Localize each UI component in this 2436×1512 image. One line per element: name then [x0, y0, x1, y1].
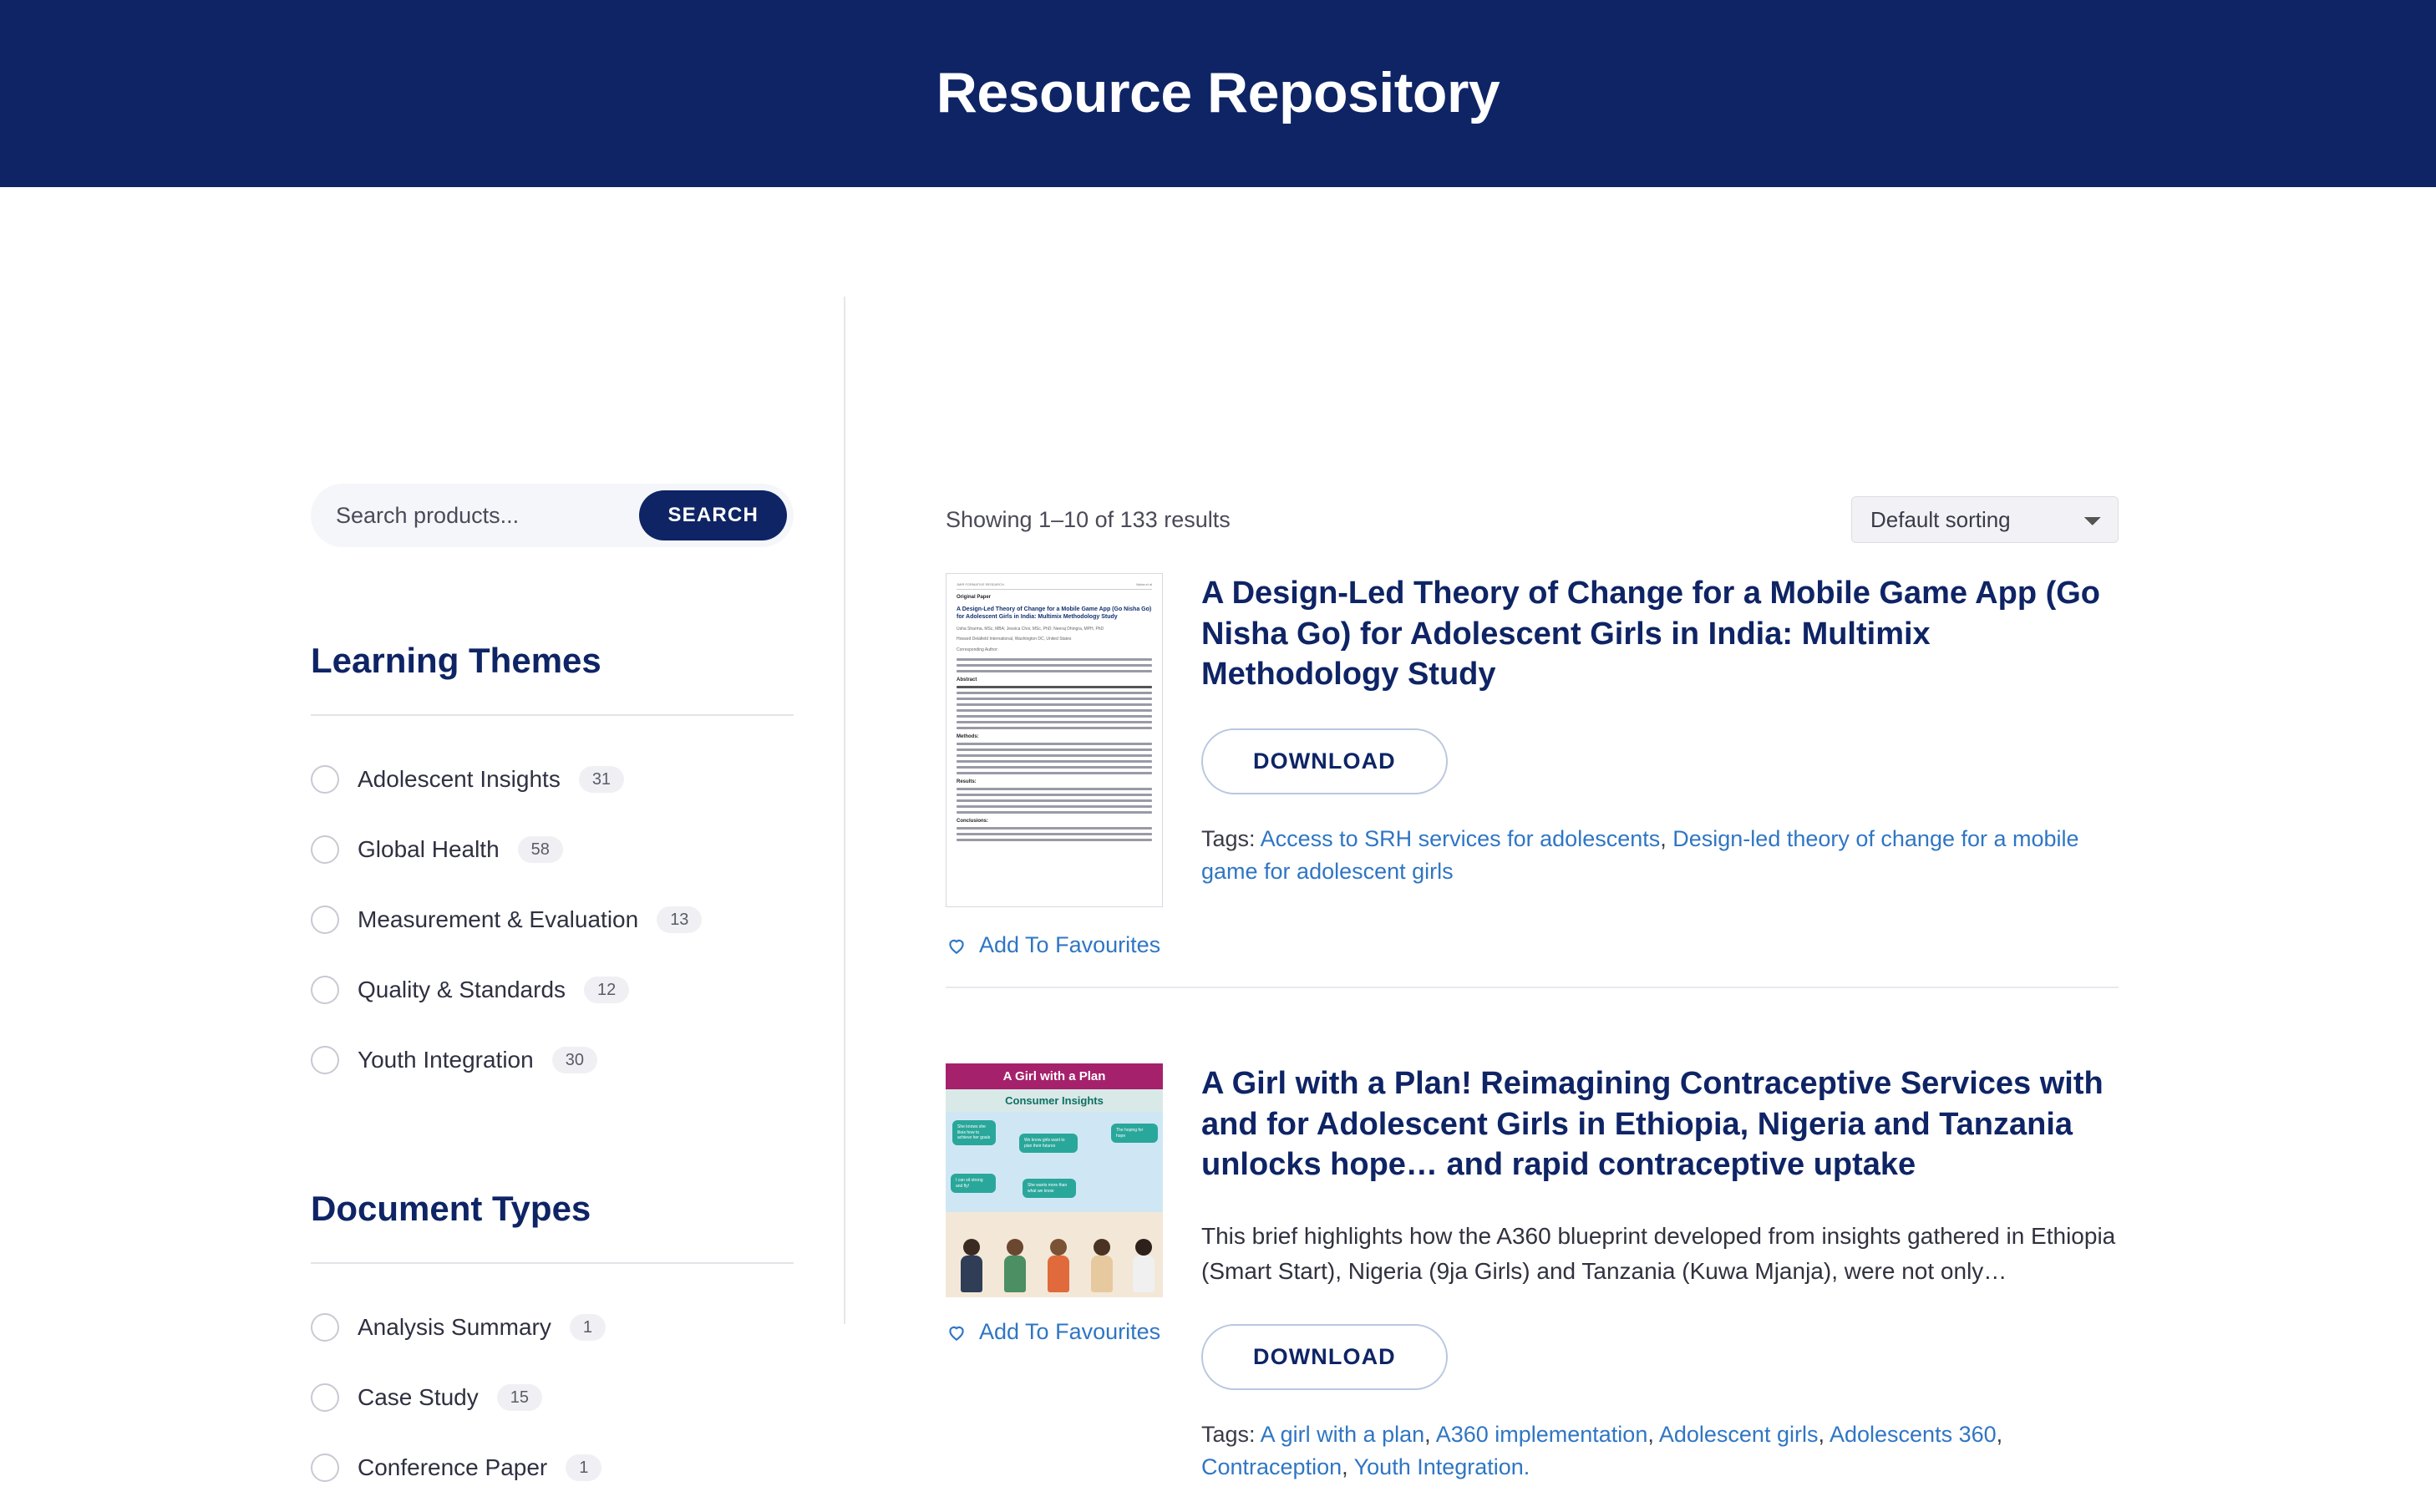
- illustration-person: [1091, 1239, 1113, 1292]
- facet-count: 31: [579, 766, 624, 793]
- facet-label: Analysis Summary: [358, 1314, 551, 1340]
- facet-label: Measurement & Evaluation: [358, 906, 639, 932]
- thumb-affiliation: Howard Delafield International, Washington DC, United States: [957, 637, 1072, 642]
- radio-icon[interactable]: [311, 1046, 339, 1074]
- facet-item-measurement-evaluation[interactable]: [311, 885, 794, 955]
- cover-bubble: I can sit strong and fly!: [951, 1174, 996, 1193]
- result-footer: [946, 932, 2119, 958]
- tag-link[interactable]: Youth Integration.: [1353, 1454, 1530, 1480]
- tag-link[interactable]: A360 implementation: [1435, 1421, 1648, 1447]
- facet-label: Case Study: [358, 1384, 479, 1410]
- download-button[interactable]: DOWNLOAD: [1201, 728, 1448, 794]
- facet-count: 13: [657, 906, 702, 933]
- illustration-person: [1004, 1239, 1026, 1292]
- facet-item-quality-standards[interactable]: [311, 955, 794, 1025]
- tag-link[interactable]: Design-led theory of change for a mobile game for adolescent girls: [1201, 825, 2079, 885]
- facet-count: 30: [552, 1047, 597, 1073]
- cover-bubble: She wants more than what we know: [1023, 1179, 1076, 1198]
- facet-item-conference-paper[interactable]: [311, 1433, 794, 1503]
- facet-title: Learning Themes: [311, 641, 601, 680]
- radio-icon[interactable]: [311, 906, 339, 934]
- results-count: Showing 1–10 of 133 results: [946, 506, 1231, 532]
- result-thumbnail[interactable]: [946, 573, 1163, 907]
- cover-bubble: The hoping for hope: [1111, 1124, 1158, 1143]
- add-to-favourites-button[interactable]: [946, 932, 2119, 958]
- facet-label: Quality & Standards: [358, 977, 566, 1002]
- result-body: [1201, 1063, 2119, 1484]
- results-toolbar: [946, 496, 2119, 543]
- sorting-select[interactable]: [1851, 496, 2119, 543]
- facet-item-youth-integration[interactable]: [311, 1025, 794, 1095]
- tag-link[interactable]: Contraception: [1201, 1454, 1342, 1480]
- favourite-label: Add To Favourites: [979, 932, 1161, 957]
- thumb-abstract-heading: Abstract: [957, 677, 977, 682]
- facet-count: 12: [584, 977, 629, 1003]
- facet-label: Conference Paper: [358, 1454, 548, 1480]
- facet-label: Adolescent Insights: [358, 766, 561, 792]
- facet-title: Document Types: [311, 1189, 591, 1228]
- radio-icon[interactable]: [311, 1383, 339, 1412]
- result-item: [946, 573, 2119, 988]
- facet-count: 1: [570, 1314, 606, 1341]
- cover-bubble: She knows she likes how to achieve her goals: [952, 1120, 996, 1145]
- download-button[interactable]: DOWNLOAD: [1201, 1324, 1448, 1390]
- facet-group-learning-themes: [311, 641, 794, 1095]
- tag-link[interactable]: Access to SRH services for adolescents: [1260, 825, 1661, 851]
- facet-count: 15: [497, 1384, 542, 1411]
- radio-icon[interactable]: [311, 765, 339, 794]
- result-title[interactable]: A Girl with a Plan! Reimagining Contraceptive Services with and for Adolescent Girls in Ethiopia, Nigeria and Tanzania unlocks hope… and rapid contraceptive uptake: [1201, 1066, 2104, 1183]
- facet-item-analysis-summary[interactable]: [311, 1292, 794, 1362]
- radio-icon[interactable]: [311, 835, 339, 864]
- page-title: Resource Repository: [936, 60, 1500, 124]
- page-content: [0, 187, 2436, 1480]
- thumb-journal-authors: Nisha et al: [1136, 582, 1152, 586]
- cover-subtitle: Consumer Insights: [946, 1089, 1163, 1112]
- facet-item-adolescent-insights[interactable]: [311, 744, 794, 814]
- tags-label: Tags:: [1201, 825, 1256, 851]
- thumb-corresponding: Corresponding Author:: [957, 647, 999, 652]
- result-description: This brief highlights how the A360 blueprint developed from insights gathered in Ethiopia (Smart Start), Nigeria (9ja Girls) and Tanzania (Kuwa Mjanja), were not only…: [1201, 1222, 2116, 1284]
- result-thumbnail[interactable]: [946, 1063, 1163, 1297]
- tags-label: Tags:: [1201, 1421, 1256, 1447]
- illustration-person: [1048, 1239, 1069, 1292]
- facet-label: Global Health: [358, 836, 500, 862]
- thumb-section-methods: Methods:: [957, 733, 979, 739]
- tag-link[interactable]: Adolescents 360: [1829, 1421, 1997, 1447]
- site-header: [0, 0, 2436, 187]
- search-input[interactable]: [334, 502, 639, 530]
- illustration-person: [1133, 1239, 1155, 1292]
- favourite-label: Add To Favourites: [979, 1319, 1161, 1344]
- thumb-kicker: Original Paper: [957, 595, 992, 600]
- facet-count: 58: [518, 836, 563, 863]
- search-box[interactable]: [311, 484, 794, 547]
- sidebar: [0, 187, 844, 1480]
- radio-icon[interactable]: [311, 976, 339, 1004]
- radio-icon[interactable]: [311, 1313, 339, 1342]
- result-tags: Tags: A girl with a plan, A360 implementation, Adolescent girls, Adolescents 360, Contraception, Youth Integration.: [1201, 1421, 2003, 1480]
- heart-icon: [946, 935, 967, 956]
- illustration-person: [961, 1239, 982, 1292]
- facet-count: 1: [566, 1454, 601, 1481]
- thumb-journal-bar: [957, 582, 1152, 590]
- facet-group-document-types: [311, 1189, 794, 1503]
- add-to-favourites-button[interactable]: [946, 1319, 1163, 1345]
- cover-artwork: [946, 1112, 1163, 1297]
- result-tags: Tags: Access to SRH services for adolescents, Design-led theory of change for a mobile game for adolescent girls: [1201, 825, 2079, 885]
- thumb-section-results: Results:: [957, 779, 977, 784]
- cover-illustration: [946, 1063, 1163, 1297]
- facet-item-case-study[interactable]: [311, 1362, 794, 1433]
- result-item: [946, 1063, 2119, 1512]
- result-body: [1201, 573, 2119, 907]
- thumb-journal-name: JMIR FORMATIVE RESEARCH: [957, 582, 1004, 586]
- thumb-authors: Usha Sharma, MSc, MBA; Jessica Choi, MSc, PhD; Neeraj Dhingra, MPH, PhD: [957, 626, 1104, 632]
- thumb-section-conclusions: Conclusions:: [957, 818, 989, 824]
- tag-link[interactable]: A girl with a plan: [1260, 1421, 1425, 1447]
- tag-link[interactable]: Adolescent girls: [1658, 1421, 1819, 1447]
- divider: [311, 714, 794, 716]
- facet-item-global-health[interactable]: [311, 814, 794, 885]
- results-panel: [844, 187, 2436, 1480]
- divider: [311, 1262, 794, 1264]
- heart-icon: [946, 1322, 967, 1343]
- cover-bubble: We know girls want to plan their futures: [1019, 1134, 1078, 1153]
- sidebar-divider: [844, 297, 845, 1324]
- cover-banner-title: A Girl with a Plan: [946, 1063, 1163, 1089]
- result-title[interactable]: A Design-Led Theory of Change for a Mobile Game App (Go Nisha Go) for Adolescent Girls in India: Multimix Methodology Study: [1201, 576, 2101, 693]
- facet-label: Youth Integration: [358, 1047, 534, 1073]
- radio-icon[interactable]: [311, 1454, 339, 1482]
- search-button[interactable]: SEARCH: [639, 490, 787, 540]
- thumb-title: A Design-Led Theory of Change for a Mobile Game App (Go Nisha Go) for Adolescent Girls in India: Multimix Methodology Study: [957, 606, 1152, 620]
